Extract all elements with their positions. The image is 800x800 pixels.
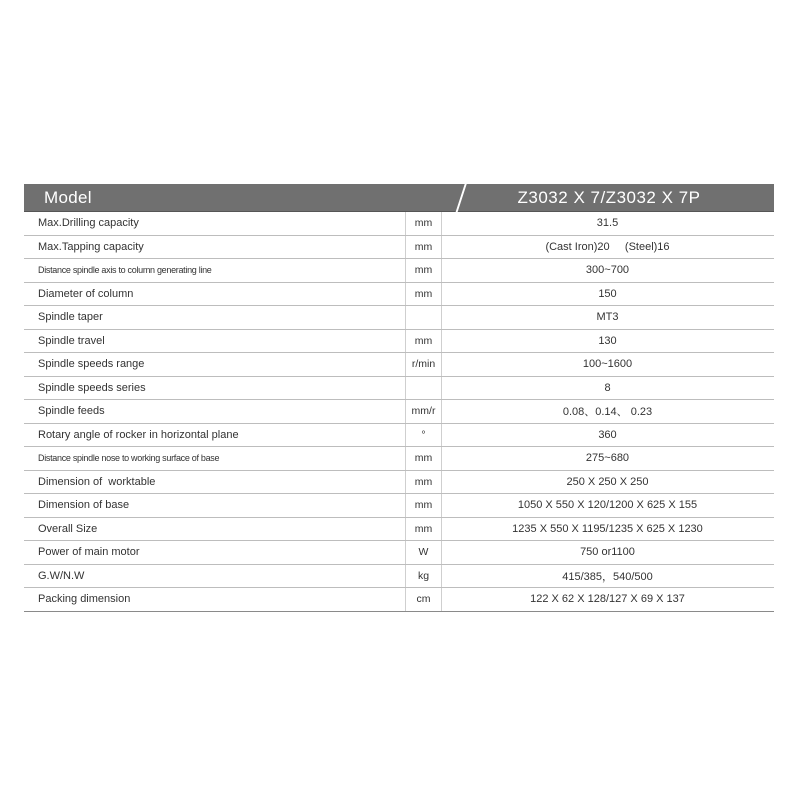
table-row: [24, 471, 774, 495]
param-value: 0.08、0.14、 0.23: [562, 406, 653, 419]
param-unit: mm/r: [405, 400, 442, 423]
table-row: [24, 541, 774, 565]
param-unit: mm: [405, 236, 442, 259]
table-row: [24, 236, 774, 260]
param-value: MT3: [596, 311, 619, 324]
spec-table: [24, 184, 774, 612]
param-value: 415/385，540/500: [562, 570, 653, 583]
table-row: [24, 353, 774, 377]
param-unit: r/min: [405, 353, 442, 376]
param-value: 360: [598, 428, 617, 441]
param-value: 150: [598, 287, 617, 300]
param-unit: mm: [405, 447, 442, 470]
param-name: Spindle feeds: [38, 405, 105, 418]
param-name: Distance spindle axis to column generating line: [38, 265, 212, 276]
param-value: 750 or1100: [580, 546, 635, 559]
model-label: Model: [44, 188, 92, 207]
param-value: 1050 X 550 X 120/1200 X 625 X 155: [517, 499, 698, 512]
param-value: 250 X 250 X 250: [566, 475, 649, 488]
param-name: Overall Size: [38, 522, 98, 535]
param-name: Max.Drilling capacity: [38, 217, 139, 230]
param-unit: cm: [405, 588, 442, 611]
param-name: Max.Tapping capacity: [38, 240, 144, 253]
param-name: Diameter of column: [38, 287, 134, 300]
param-name: Spindle taper: [38, 311, 103, 324]
param-name: Dimension of worktable: [38, 475, 156, 488]
table-row: [24, 306, 774, 330]
table-row: [24, 212, 774, 236]
param-name: Rotary angle of rocker in horizontal plane: [38, 428, 239, 441]
table-row: [24, 494, 774, 518]
param-value: 8: [604, 381, 611, 394]
param-name: Power of main motor: [38, 546, 140, 559]
table-row: [24, 588, 774, 612]
param-unit: mm: [405, 259, 442, 282]
param-unit: mm: [405, 330, 442, 353]
param-unit: mm: [405, 471, 442, 494]
param-unit: mm: [405, 283, 442, 306]
table-row: [24, 518, 774, 542]
param-name: G.W/N.W: [38, 569, 85, 582]
table-row: [24, 400, 774, 424]
table-row: [24, 377, 774, 401]
param-value: 122 X 62 X 128/127 X 69 X 137: [530, 593, 685, 606]
param-unit: kg: [405, 565, 442, 588]
model-value: Z3032 X 7/Z3032 X 7P: [517, 188, 701, 207]
param-value: 100~1600: [582, 358, 633, 371]
param-name: Packing dimension: [38, 593, 131, 606]
spec-table-header: [24, 184, 774, 212]
param-value: (Cast Iron)20 (Steel)16: [545, 240, 670, 253]
param-unit: W: [405, 541, 442, 564]
param-unit: mm: [405, 518, 442, 541]
table-row: [24, 259, 774, 283]
param-value: 130: [598, 334, 617, 347]
param-unit: mm: [405, 494, 442, 517]
param-name: Spindle speeds series: [38, 381, 146, 394]
param-value: 31.5: [596, 217, 619, 230]
table-row: [24, 283, 774, 307]
table-row: [24, 330, 774, 354]
param-name: Distance spindle nose to working surface of base: [38, 453, 220, 464]
table-row: [24, 424, 774, 448]
param-value: 1235 X 550 X 1195/1235 X 625 X 1230: [512, 522, 703, 535]
param-value: 300~700: [585, 264, 630, 277]
param-unit: °: [405, 424, 442, 447]
table-row: [24, 565, 774, 589]
param-unit: [405, 377, 442, 400]
param-unit: [405, 306, 442, 329]
param-name: Spindle travel: [38, 334, 105, 347]
table-row: [24, 447, 774, 471]
param-name: Dimension of base: [38, 499, 130, 512]
param-name: Spindle speeds range: [38, 358, 145, 371]
param-unit: mm: [405, 212, 442, 235]
param-value: 275~680: [585, 452, 630, 465]
